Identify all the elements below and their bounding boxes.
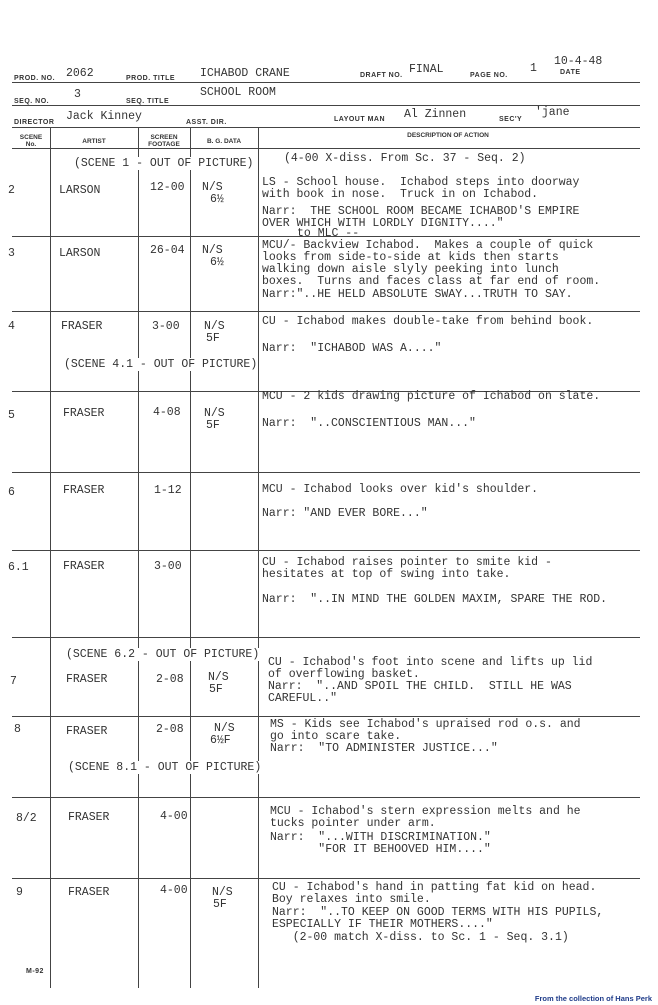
col-footage-header — [138, 134, 190, 148]
scene-bg: N/S — [204, 320, 225, 333]
scene-bg-2: 6½ — [210, 193, 224, 206]
scene-number: 6 — [8, 486, 15, 499]
scene-desc-line: with book in nose. Truck in on Ichabod. — [262, 188, 539, 201]
scene-number: 7 — [10, 675, 17, 688]
header-rule-3 — [12, 127, 640, 128]
seq-no: 3 — [74, 88, 81, 101]
layout-man-label: LAYOUT MAN — [334, 116, 386, 123]
page-no: 1 — [530, 62, 537, 75]
scene-desc-line: Narr: "..TO KEEP ON GOOD TERMS WITH HIS PUPILS, — [272, 906, 604, 919]
scene-desc-line: ESPECIALLY IF THEIR MOTHERS...." — [272, 918, 493, 931]
seq-title-label: SEQ. TITLE — [126, 98, 170, 105]
scene-artist: FRASER — [63, 484, 105, 497]
scene-artist: FRASER — [68, 811, 110, 824]
scene-desc-line: CU - Ichabod raises pointer to smite kid - — [262, 556, 552, 569]
secy-label: SEC'Y — [499, 116, 523, 123]
scene-desc-line: of overflowing basket. — [268, 668, 420, 681]
scene-bg-2: 5F — [206, 419, 220, 432]
row-divider — [12, 637, 640, 638]
scene-desc-line: CU - Ichabod makes double-take from behind book. — [262, 315, 594, 328]
col-desc-header: DESCRIPTION OF ACTION — [407, 132, 489, 139]
scene-desc-line: OVER WHICH WITH LORDLY DIGNITY...." — [262, 217, 504, 230]
scene-desc-line: MCU - Ichabod's stern expression melts and he — [270, 805, 581, 818]
col-divider-artist — [138, 128, 139, 988]
scene-desc-line: MCU - Ichabod looks over kid's shoulder. — [262, 483, 539, 496]
scene-number: 8 — [14, 723, 21, 736]
scene-desc-line: Narr: THE SCHOOL ROOM BECAME ICHABOD'S EMPIRE — [262, 205, 580, 218]
scene-desc-line: Narr:"..HE HELD ABSOLUTE SWAY...TRUTH TO SAY. — [262, 288, 573, 301]
col-divider-scene — [50, 128, 51, 988]
scene-note: (4-00 X-diss. From Sc. 37 - Seq. 2) — [284, 152, 526, 165]
scene-desc-line: MCU/- Backview Ichabod. Makes a couple of quick — [262, 239, 594, 252]
scene-footage: 12-00 — [150, 181, 185, 194]
scene-artist: FRASER — [61, 320, 103, 333]
col-bg-header: B. G. DATA — [206, 138, 242, 145]
scene-number: 9 — [16, 886, 23, 899]
prod-title-label: PROD. TITLE — [126, 75, 176, 82]
scene-bg-2: 5F — [213, 898, 227, 911]
scene-bg: N/S — [202, 244, 223, 257]
scene-desc-line: looks from side-to-side at kids then starts — [262, 251, 559, 264]
col-scene-no-label: No. — [25, 141, 37, 148]
scene-artist: LARSON — [59, 184, 101, 197]
scene-desc-line: MS - Kids see Ichabod's upraised rod o.s. and — [270, 718, 581, 731]
scene-desc-line: MCU - 2 kids drawing picture of Ichabod on slate. — [262, 390, 601, 403]
row-divider — [12, 472, 640, 473]
scene-footage: 26-04 — [150, 244, 185, 257]
scene-bg-2: 6½ — [210, 256, 224, 269]
scene-desc-line: Boy relaxes into smile. — [272, 893, 431, 906]
scene-footage: 4-00 — [160, 810, 188, 823]
scene-bg-2: 5F — [209, 683, 223, 696]
scene-bg-2: 6½F — [210, 734, 231, 747]
scene-desc-line: walking down aisle slyly peeking into lunch — [262, 263, 559, 276]
scene-note: (SCENE 6.2 - OUT OF PICTURE) — [66, 648, 260, 661]
date-value: 10-4-48 — [554, 55, 603, 68]
col-scene-label: SCENE — [19, 134, 43, 141]
scene-footage: 1-12 — [154, 484, 182, 497]
collection-credit: From the collection of Hans Perk — [534, 994, 652, 1003]
row-divider — [12, 550, 640, 551]
scene-desc-line: Narr: "..IN MIND THE GOLDEN MAXIM, SPARE THE ROD. — [262, 593, 608, 606]
secy: 'jane — [535, 106, 570, 119]
row-divider — [12, 716, 640, 717]
scene-desc-line: go into scare take. — [270, 730, 402, 743]
scene-artist: FRASER — [66, 725, 108, 738]
scene-desc-line: tucks pointer under arm. — [270, 817, 436, 830]
scene-desc-line: CU - Ichabod's foot into scene and lifts up lid — [268, 656, 593, 669]
scene-desc-line: to MLC -- — [297, 227, 360, 240]
prod-no-label: PROD. NO. — [14, 75, 56, 82]
scene-artist: FRASER — [63, 407, 105, 420]
director: Jack Kinney — [66, 110, 142, 123]
scene-desc-line: (2-00 match X-diss. to Sc. 1 - Seq. 3.1) — [272, 931, 569, 944]
scene-note: (SCENE 1 - OUT OF PICTURE) — [74, 157, 254, 170]
row-divider — [12, 797, 640, 798]
scene-desc-line: LS - School house. Ichabod steps into doorway — [262, 176, 580, 189]
scene-bg-2: 5F — [206, 332, 220, 345]
draft-no-label: DRAFT NO. — [360, 72, 403, 79]
row-divider — [12, 878, 640, 879]
prod-no: 2062 — [66, 67, 94, 80]
header-rule-1 — [12, 82, 640, 83]
seq-no-label: SEQ. NO. — [14, 98, 50, 105]
scene-note: (SCENE 8.1 - OUT OF PICTURE) — [68, 761, 262, 774]
scene-number: 8/2 — [16, 812, 37, 825]
scene-bg: N/S — [212, 886, 233, 899]
draft-no: FINAL — [409, 63, 444, 76]
column-header-rule — [12, 148, 640, 149]
col-footage-label-1: SCREEN — [150, 134, 178, 141]
date-label: DATE — [560, 69, 581, 76]
scene-footage: 4-00 — [160, 884, 188, 897]
scene-desc-line: CU - Ichabod's hand in patting fat kid on head. — [272, 881, 597, 894]
scene-number: 4 — [8, 320, 15, 333]
scene-bg: N/S — [214, 722, 235, 735]
scene-desc-line: "FOR IT BEHOOVED HIM...." — [270, 843, 491, 856]
scene-number: 5 — [8, 409, 15, 422]
col-footage-label-2: FOOTAGE — [148, 141, 180, 148]
scene-artist: FRASER — [66, 673, 108, 686]
scene-artist: FRASER — [68, 886, 110, 899]
scene-desc-line: CAREFUL.." — [268, 692, 338, 705]
seq-title: SCHOOL ROOM — [200, 86, 276, 99]
scene-desc-line: Narr: "AND EVER BORE..." — [262, 507, 428, 520]
prod-title: ICHABOD CRANE — [200, 67, 290, 80]
scene-desc-line: Narr: "ICHABOD WAS A...." — [262, 342, 442, 355]
scene-desc-line: Narr: "...WITH DISCRIMINATION." — [270, 831, 491, 844]
scene-number: 2 — [8, 184, 15, 197]
director-label: DIRECTOR — [14, 119, 55, 126]
scene-footage: 4-08 — [153, 406, 181, 419]
scene-desc-line: Narr: "TO ADMINISTER JUSTICE..." — [270, 742, 498, 755]
asst-dir-label: ASST. DIR. — [186, 119, 227, 126]
scene-footage: 2-08 — [156, 673, 184, 686]
col-divider-bg — [258, 128, 259, 988]
col-divider-footage — [190, 128, 191, 988]
col-scene-header — [12, 134, 50, 148]
scene-footage: 2-08 — [156, 723, 184, 736]
scene-desc-line: boxes. Turns and faces class at far end of room. — [262, 275, 601, 288]
col-artist-header: ARTIST — [82, 138, 106, 145]
scene-bg: N/S — [204, 407, 225, 420]
scene-bg: N/S — [202, 181, 223, 194]
page-no-label: PAGE NO. — [470, 72, 508, 79]
scene-footage: 3-00 — [154, 560, 182, 573]
scene-note: (SCENE 4.1 - OUT OF PICTURE) — [64, 358, 258, 371]
scene-footage: 3-00 — [152, 320, 180, 333]
scene-number: 3 — [8, 247, 15, 260]
scene-artist: FRASER — [63, 560, 105, 573]
layout-man: Al Zinnen — [404, 108, 467, 121]
row-divider — [12, 311, 640, 312]
scene-desc-line: hesitates at top of swing into take. — [262, 568, 511, 581]
scene-desc-line: Narr: "..AND SPOIL THE CHILD. STILL HE WAS — [268, 680, 572, 693]
scene-desc-line: Narr: "..CONSCIENTIOUS MAN..." — [262, 417, 476, 430]
form-number: M-92 — [26, 968, 44, 975]
scene-number: 6.1 — [8, 561, 29, 574]
scene-bg: N/S — [208, 671, 229, 684]
scene-artist: LARSON — [59, 247, 101, 260]
